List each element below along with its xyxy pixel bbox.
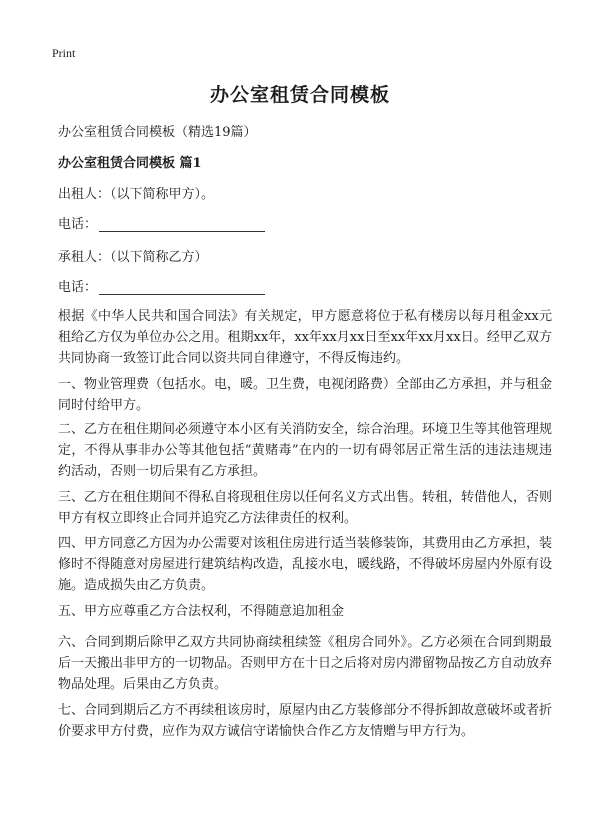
paragraph-clause-5: 五、甲方应尊重乙方合法权利，不得随意追加租金 — [58, 604, 345, 619]
lessor-phone-field — [58, 213, 265, 232]
section-heading: 办公室租赁合同模板 篇1 — [58, 156, 202, 171]
lessee-line: 承租人：（以下简称乙方） — [58, 250, 208, 265]
lessee-phone-blank — [99, 280, 265, 295]
paragraph-preamble: 根据《中华人民共和国合同法》有关规定，甲方愿意将位于私有楼房以每月租金xx元租给乙方仅为单位办公之用。租期xx年，xx年xx月xx日至xx年xx月xx日。经甲乙双方共同协商一致签订此合同以资共同自律遵守，不得反悔违约。 — [58, 309, 552, 366]
lessor-phone-blank — [99, 217, 265, 232]
paragraph-clause-1: 一、物业管理费（包括水。电，暖。卫生费，电视闭路费）全部由乙方承担，并与租金同时付给甲方。 — [58, 377, 553, 413]
document-title: 办公室租赁合同模板 — [209, 84, 390, 106]
paragraph-clause-6: 六、合同到期后除甲乙双方共同协商续租续签《租房合同外》。乙方必须在合同到期最后一天搬出非甲方的一切物品。否则甲方在十日之后将对房内滞留物品按乙方自动放弃物品处理。后果由乙方负责。 — [58, 635, 553, 692]
paragraph-clause-2: 二、乙方在租住期间必须遵守本小区有关消防安全，综合治理。环境卫生等其他管理规定，不得从事非办公等其他包括“黄赌毒”在内的一切有碍邻居正常生活的违法违规违约活动，否则一切后果有乙方承担。 — [58, 422, 553, 479]
document-subtitle: 办公室租赁合同模板（精选19篇） — [58, 125, 257, 140]
lessee-phone-field — [58, 276, 265, 295]
lessor-line: 出租人：（以下简称甲方）。 — [58, 187, 215, 202]
paragraph-clause-7: 七、合同到期后乙方不再续租该房时，原屋内由乙方装修部分不得拆卸故意破坏或者折价要求甲方付费，应作为双方诚信守诺愉快合作乙方友情赠与甲方行为。 — [58, 703, 553, 739]
lessee-phone-label: 电话： — [58, 280, 98, 295]
print-link[interactable]: Print — [52, 46, 76, 60]
lessor-phone-label: 电话： — [58, 217, 98, 232]
paragraph-clause-3: 三、乙方在租住期间不得私自将现租住房以任何名义方式出售。转租，转借他人，否则甲方有权立即终止合同并追究乙方法律责任的权利。 — [58, 490, 553, 526]
paragraph-clause-4: 四、甲方同意乙方因为办公需要对该租住房进行适当装修装饰，其费用由乙方承担，装修时不得随意对房屋进行建筑结构改造，乱接水电，暖线路，不得破坏房屋内外原有设施。造成损失由乙方负责。 — [58, 536, 553, 593]
